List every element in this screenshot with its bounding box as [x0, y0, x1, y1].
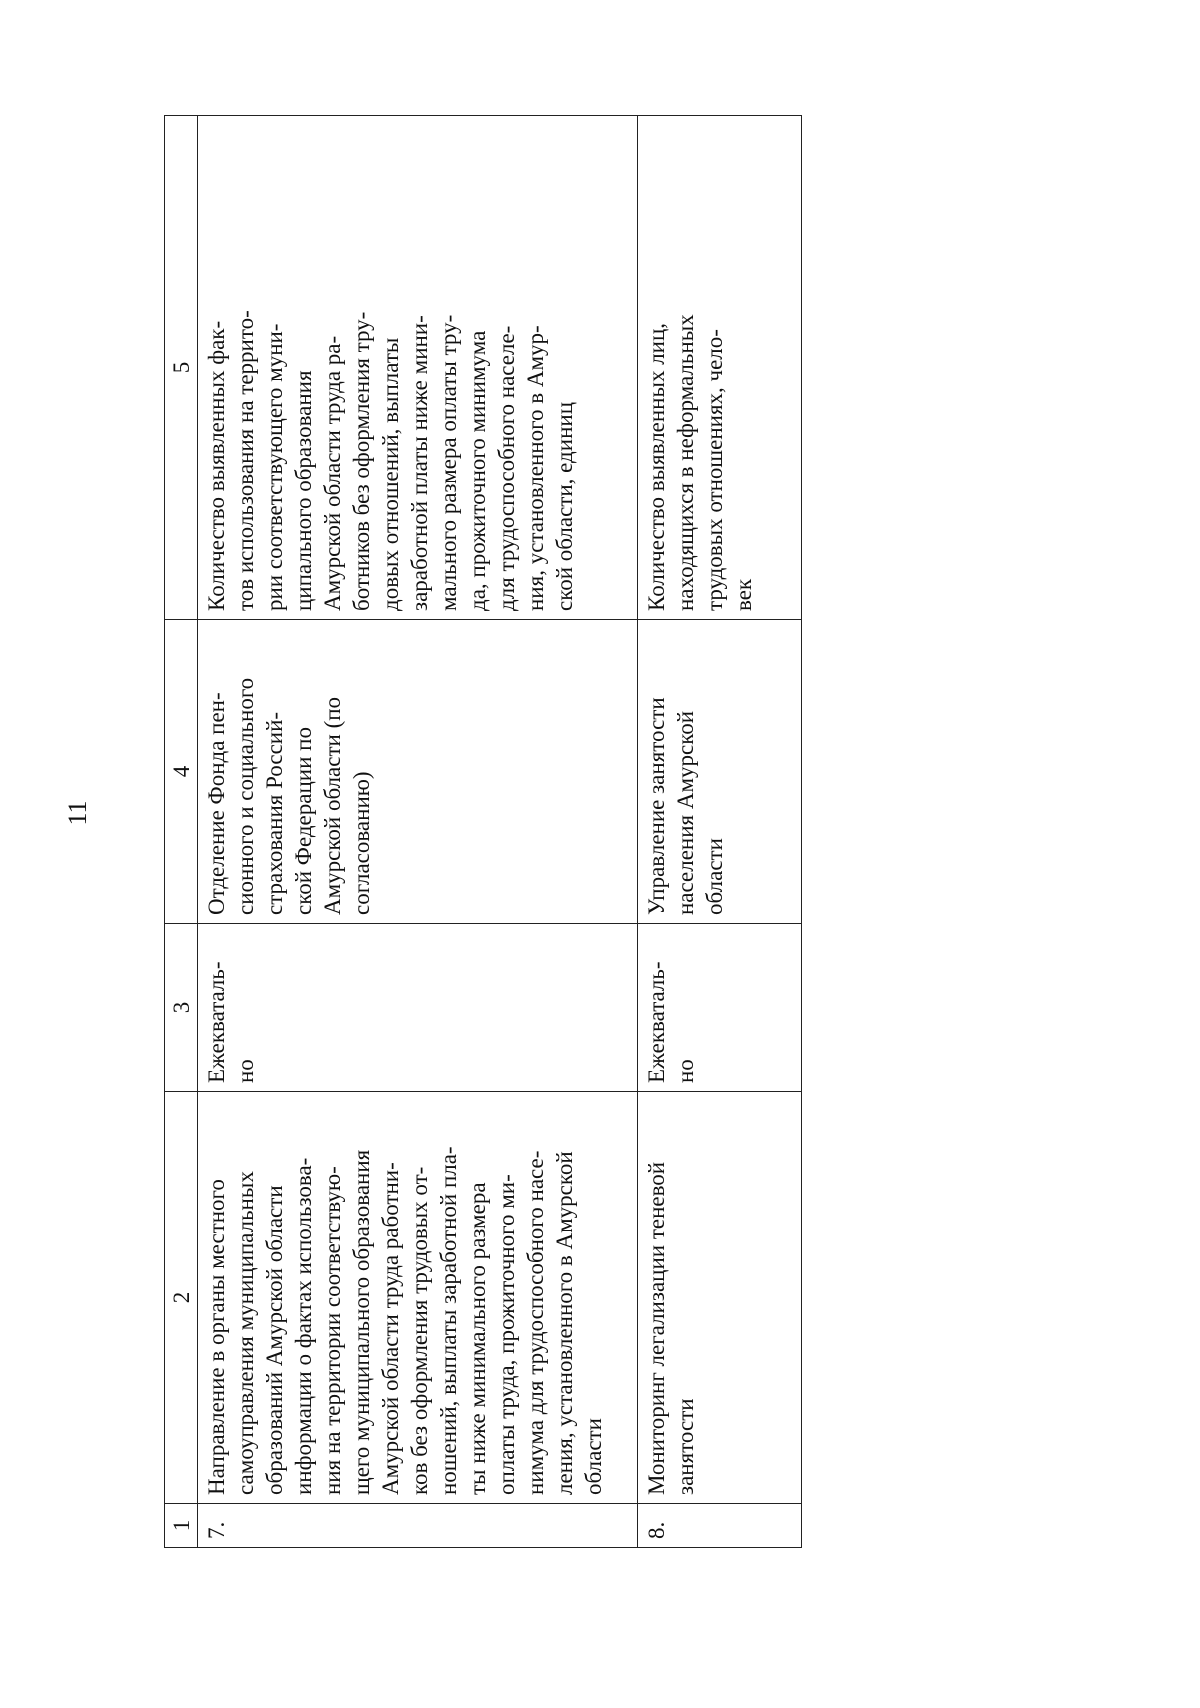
- action-cell: Мониторинг легализации теневой занятости: [638, 1092, 802, 1504]
- header-cell-3: 3: [165, 924, 198, 1092]
- table-header-row: [165, 116, 198, 1548]
- action-cell: Направление в органы местного самоуправления муниципальных образований Амурской области информации о фактах использова- ния на территории соответствую- щего муниципального образования Амурской области труда работни- ков без оформления трудовых от- ношений, выплаты заработной пла- ты ниже минимального размера оплаты труда, прожиточного ми- нимума для трудоспособного насе- ления, установленного в Амурской области: [198, 1092, 638, 1504]
- indicator-cell: Количество выявленных лиц, находящихся в неформальных трудовых отношениях, чело- век: [638, 116, 802, 620]
- header-cell-5: 5: [165, 116, 198, 620]
- executor-cell: Отделение Фонда пен- сионного и социального страхования Россий- ской Федерации по Амурской области (по согласованию): [198, 620, 638, 924]
- header-cell-1: 1: [165, 1504, 198, 1548]
- page-number: 11: [63, 800, 92, 826]
- rotated-table-container: [164, 116, 800, 1548]
- period-cell: Ежекваталь- но: [638, 924, 802, 1092]
- period-cell: Ежекваталь- но: [198, 924, 638, 1092]
- row-number: 7.: [198, 1504, 638, 1548]
- executor-cell: Управление занятости населения Амурской области: [638, 620, 802, 924]
- header-cell-4: 4: [165, 620, 198, 924]
- header-cell-2: 2: [165, 1092, 198, 1504]
- indicator-cell: Количество выявленных фак- тов использования на террито- рии соответствующего муни- ципального образования Амурской области труда ра- ботников без оформления тру- довых отношений, выплаты заработной платы ниже мини- мального размера оплаты тру- да, прожиточного минимума для трудоспособного населе- ния, установленного в Амур- ской области, единиц: [198, 116, 638, 620]
- table-row: [638, 116, 802, 1548]
- row-number: 8.: [638, 1504, 802, 1548]
- measures-table: [164, 115, 802, 1548]
- table-row: [198, 116, 638, 1548]
